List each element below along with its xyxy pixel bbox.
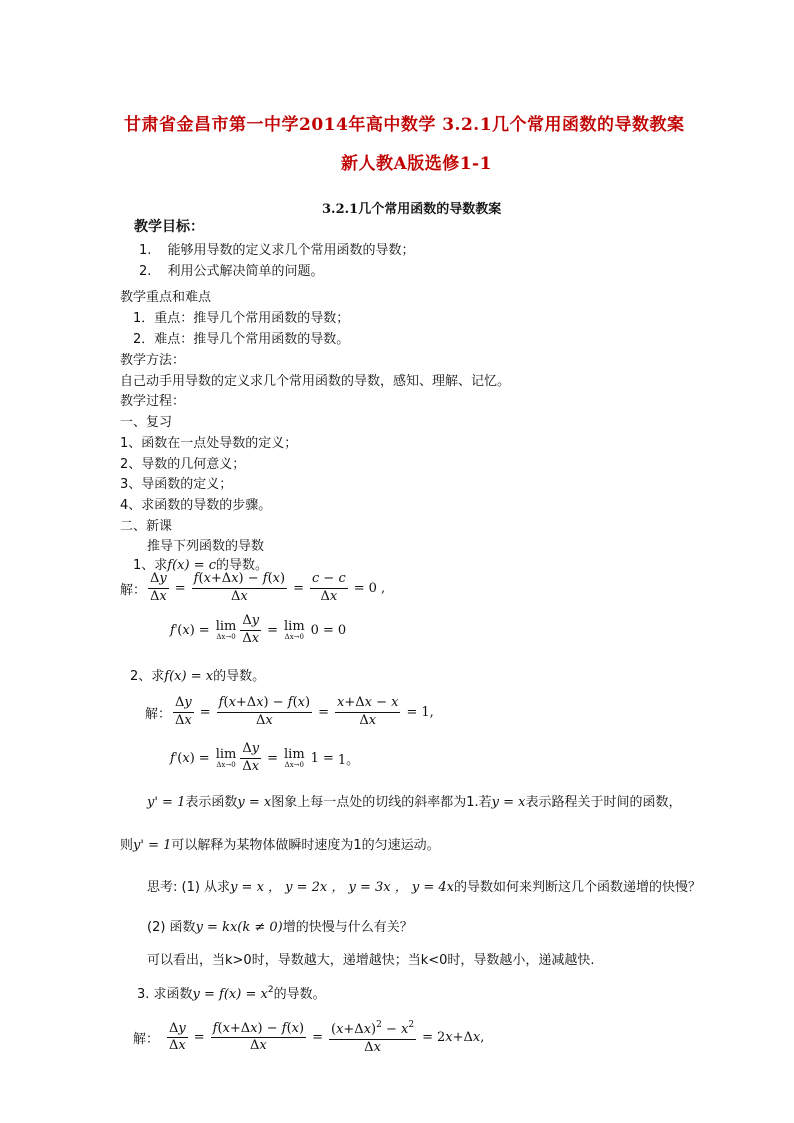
objective-num: 1.: [139, 243, 152, 258]
document-title: 甘肃省金昌市第一中学2014年高中数学 3.2.1几个常用函数的导数教案: [124, 115, 685, 135]
objectives-heading: 教学目标：: [134, 219, 204, 235]
document-subtitle: 新人教A版选修1-1: [341, 154, 492, 174]
review-item-1: 1、函数在一点处导数的定义；: [120, 436, 298, 451]
objective-text: 能够用导数的定义求几个常用函数的导数；: [167, 243, 415, 258]
objective-item-1: [139, 239, 415, 258]
remark-line-2: 则y' = 1可以解释为某物体做瞬时速度为1的匀速运动。: [120, 838, 440, 853]
review-item-3: 3、导函数的定义；: [120, 477, 233, 492]
think-answer: 可以看出，当k>0时，导数越大，递增越快；当k<0时，导数越小，递减越快.: [147, 953, 595, 968]
review-heading: 一、复习: [120, 415, 173, 430]
example-2-solution-line2: [170, 742, 359, 775]
example-3-solution: [133, 1020, 484, 1056]
think-question-2: (2) 函数y = kx(k ≠ 0)增的快慢与什么有关？: [147, 920, 413, 935]
think-question-1: 思考: (1) 从求y = x ， y = 2x ， y = 3x ， y = 4x的导数如何来判断这几个函数递增的快慢？: [147, 880, 702, 895]
derive-heading: 推导下列函数的导数: [147, 539, 265, 554]
math-expr: f ' ( x ) = lim Δx→0 $\frac{\Delta y}{\Delta x}$ = lim Δx→0 0 = 0: [170, 613, 347, 646]
example-3-statement: 3. 求函数$y = f(x) = x^2$的导数。: [137, 985, 326, 1002]
method-heading: 教学方法：: [120, 353, 186, 368]
objective-num: 2.: [139, 264, 152, 279]
math-expr: f ' ( x ) = lim Δx→0 $\frac{\Delta y}{\Delta x}$ = lim Δx→0 1 = 1。: [170, 741, 360, 774]
review-item-2: 2、导数的几何意义；: [120, 457, 246, 472]
new-lesson-heading: 二、新课: [120, 519, 173, 534]
section-title: 3.2.1几个常用函数的导数教案: [322, 202, 502, 217]
math-expr: f(x) = x: [164, 669, 214, 684]
solution-label: 解：: [133, 1032, 160, 1048]
example-1-solution-line1: [120, 572, 385, 605]
process-heading: 教学过程：: [120, 394, 186, 409]
math-expr: $\frac{\Delta y}{\Delta x}$ = $\frac{f(x+\Delta x) - f(x)}{\Delta x}$ = $\frac{c - c}{\Delta x}$ = 0 ,: [150, 571, 386, 604]
example-1-solution-line2: [170, 614, 346, 647]
remark-line-1: y' = 1表示函数y = x图象上每一点处的切线的斜率都为1.若y = x表示路程关于时间的函数，: [147, 795, 682, 810]
key-point-1: 1．重点：推导几个常用函数的导数；: [133, 311, 350, 326]
key-points-heading: 教学重点和难点: [120, 290, 212, 305]
example-2-statement: 2、求f(x) = x的导数。: [130, 669, 266, 684]
key-point-2: 2．难点：推导几个常用函数的导数。: [133, 332, 350, 347]
example-2-solution-line1: [145, 696, 434, 729]
objective-text: 利用公式解决简单的问题。: [167, 264, 324, 279]
review-item-4: 4、求函数的导数的步骤。: [120, 498, 272, 513]
solution-label: 解：: [145, 706, 172, 722]
math-expr: $\frac{\Delta y}{\Delta x}$ = $\frac{f(x+\Delta x) - f(x)}{\Delta x}$ = $\frac{x+\Delta x - x}{\Delta x}$ = 1,: [175, 695, 434, 728]
method-text: 自己动手用导数的定义求几个常用函数的导数，感知、理解、记忆。: [120, 374, 511, 389]
math-expr: f(x) = c: [167, 558, 217, 573]
example-1-statement: 1、求f(x) = c的导数。: [133, 558, 269, 573]
objective-item-2: [139, 260, 324, 279]
math-expr: $\frac{\Delta y}{\Delta x}$ = $\frac{f(x+\Delta x) - f(x)}{\Delta x}$ = $\frac{(x+\Delta x)^2 - x^2}{\Delta x}$ = 2 x +Δ x ,: [169, 1020, 485, 1055]
solution-label: 解：: [120, 582, 147, 598]
